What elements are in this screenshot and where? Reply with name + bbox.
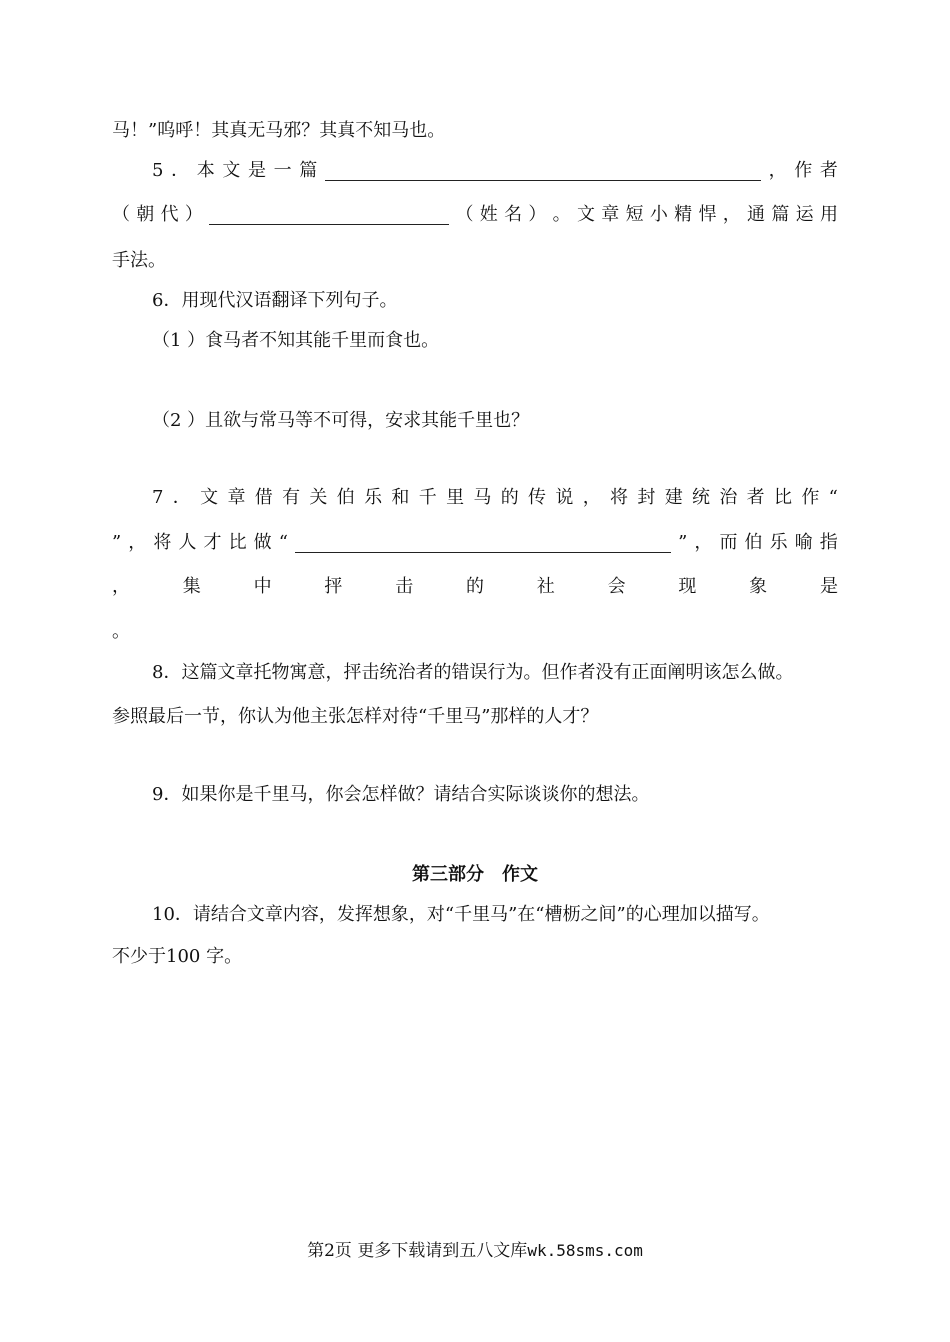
section-heading: 第三部分 作文 [412, 864, 538, 885]
text-glyph: 马 [473, 487, 492, 508]
text-glyph: “ [828, 487, 838, 508]
text-glyph: 短 [625, 204, 644, 225]
text-glyph: 朝 [136, 204, 155, 225]
text-glyph: 5 [152, 160, 164, 181]
text-glyph: 姓 [479, 204, 498, 225]
text-glyph: 治 [719, 487, 738, 508]
text-glyph: 社 [536, 576, 555, 597]
text-glyph: 名 [504, 204, 523, 225]
text-line: 手法。 [112, 250, 166, 271]
text-glyph: 而 [719, 532, 738, 553]
text-glyph: 是 [819, 576, 838, 597]
text-glyph: （ [112, 204, 130, 225]
text-glyph: 象 [749, 576, 768, 597]
text-glyph: 文 [200, 487, 219, 508]
text-glyph: 和 [391, 487, 410, 508]
text-glyph: 将 [153, 532, 172, 553]
text-glyph: ） [528, 204, 547, 225]
text-glyph: 是 [248, 160, 267, 181]
question-6-item-2: （2 ）且欲与常马等不可得，安求其能千里也？ [152, 410, 530, 431]
text-glyph: 伯 [744, 532, 763, 553]
question-5-line-1 [152, 156, 838, 186]
text-glyph: “ [278, 532, 288, 553]
text-glyph: 运 [795, 204, 814, 225]
text-glyph: ， [128, 532, 147, 553]
text-glyph: 中 [253, 576, 272, 597]
text-glyph: 本 [196, 160, 215, 181]
text-glyph: 者 [746, 487, 765, 508]
text-glyph: 传 [528, 487, 547, 508]
text-glyph: 千 [418, 487, 437, 508]
question-10-line-2: 不少于100 字。 [112, 946, 243, 967]
text-glyph: 精 [674, 204, 693, 225]
text-glyph: 一 [273, 160, 292, 181]
question-6-item-1: （1 ）食马者不知其能千里而食也。 [152, 330, 440, 351]
text-glyph: 乐 [364, 487, 383, 508]
text-glyph: 比 [774, 487, 792, 508]
text-glyph: 。 [552, 204, 571, 225]
text-glyph: 的 [500, 487, 519, 508]
question-10-line-1: 10．请结合文章内容，发挥想象，对“千里马”在“槽枥之间”的心理加以描写。 [152, 904, 770, 925]
question-9: 9．如果你是千里马，你会怎样做？请结合实际谈谈你的想法。 [152, 784, 650, 805]
text-glyph: ， [582, 487, 601, 508]
text-glyph: ． [171, 160, 190, 181]
text-glyph: ” [678, 532, 688, 553]
text-glyph: 喻 [794, 532, 813, 553]
text-glyph: 击 [395, 576, 414, 597]
text-glyph: 集 [182, 576, 201, 597]
text-line: 。 [112, 621, 130, 642]
text-glyph: 7 [152, 487, 164, 508]
text-glyph: 文 [222, 160, 241, 181]
text-glyph: 比 [228, 532, 247, 553]
answer-blank[interactable] [325, 162, 761, 181]
text-glyph: 说 [555, 487, 574, 508]
text-glyph: 统 [692, 487, 711, 508]
question-8-line-1: 8．这篇文章托物寓意，抨击统治者的错误行为。但作者没有正面阐明该怎么做。 [152, 662, 794, 683]
text-glyph: ． [172, 487, 191, 508]
text-glyph: 通 [747, 204, 766, 225]
text-glyph: 悍 [698, 204, 717, 225]
text-glyph: （ [455, 204, 474, 225]
text-glyph: 小 [649, 204, 668, 225]
text-glyph: 乐 [769, 532, 788, 553]
text-glyph: 关 [309, 487, 328, 508]
text-glyph: 才 [203, 532, 222, 553]
text-glyph: 封 [637, 487, 656, 508]
page-number: 第2页 [307, 1241, 352, 1261]
text-glyph: ， [768, 160, 787, 181]
text-glyph: 现 [678, 576, 697, 597]
text-glyph: 篇 [771, 204, 790, 225]
answer-blank[interactable] [209, 206, 449, 225]
answer-blank[interactable] [295, 534, 671, 553]
text-glyph: ， [694, 532, 713, 553]
text-glyph: 里 [446, 487, 465, 508]
text-glyph: 作 [801, 487, 820, 508]
text-glyph: 会 [607, 576, 626, 597]
text-glyph: 抨 [324, 576, 343, 597]
text-glyph: 章 [227, 487, 246, 508]
question-8-line-2: 参照最后一节，你认为他主张怎样对待“千里马”那样的人才？ [112, 706, 599, 727]
text-line: 马！”呜呼！其真无马邪？其真不知马也。 [112, 120, 446, 141]
text-glyph: ， [112, 576, 130, 597]
text-glyph: 篇 [299, 160, 318, 181]
text-glyph: 的 [465, 576, 484, 597]
text-glyph: 伯 [336, 487, 355, 508]
text-glyph: ） [184, 204, 203, 225]
text-glyph: ， [722, 204, 741, 225]
text-glyph: 指 [819, 532, 838, 553]
question-7-line-1 [152, 483, 838, 513]
text-glyph: 做 [253, 532, 272, 553]
text-glyph: 借 [254, 487, 273, 508]
text-glyph: ” [112, 532, 122, 553]
page-footer [0, 1237, 950, 1265]
question-5-line-2 [112, 200, 838, 230]
question-6: 6．用现代汉语翻译下列句子。 [152, 290, 398, 311]
question-7-line-3 [112, 572, 838, 602]
text-glyph: 作 [794, 160, 813, 181]
text-glyph: 者 [819, 160, 838, 181]
footer-url: wk.58sms.com [527, 1241, 643, 1260]
question-7-line-2 [112, 528, 838, 558]
text-glyph: 人 [178, 532, 197, 553]
text-glyph: 章 [601, 204, 620, 225]
text-glyph: 有 [282, 487, 301, 508]
text-glyph: 建 [664, 487, 683, 508]
text-glyph: 文 [576, 204, 595, 225]
text-glyph: 将 [610, 487, 629, 508]
footer-text: 更多下载请到五八文库 [357, 1241, 528, 1261]
text-glyph: 代 [160, 204, 179, 225]
text-glyph: 用 [819, 204, 838, 225]
